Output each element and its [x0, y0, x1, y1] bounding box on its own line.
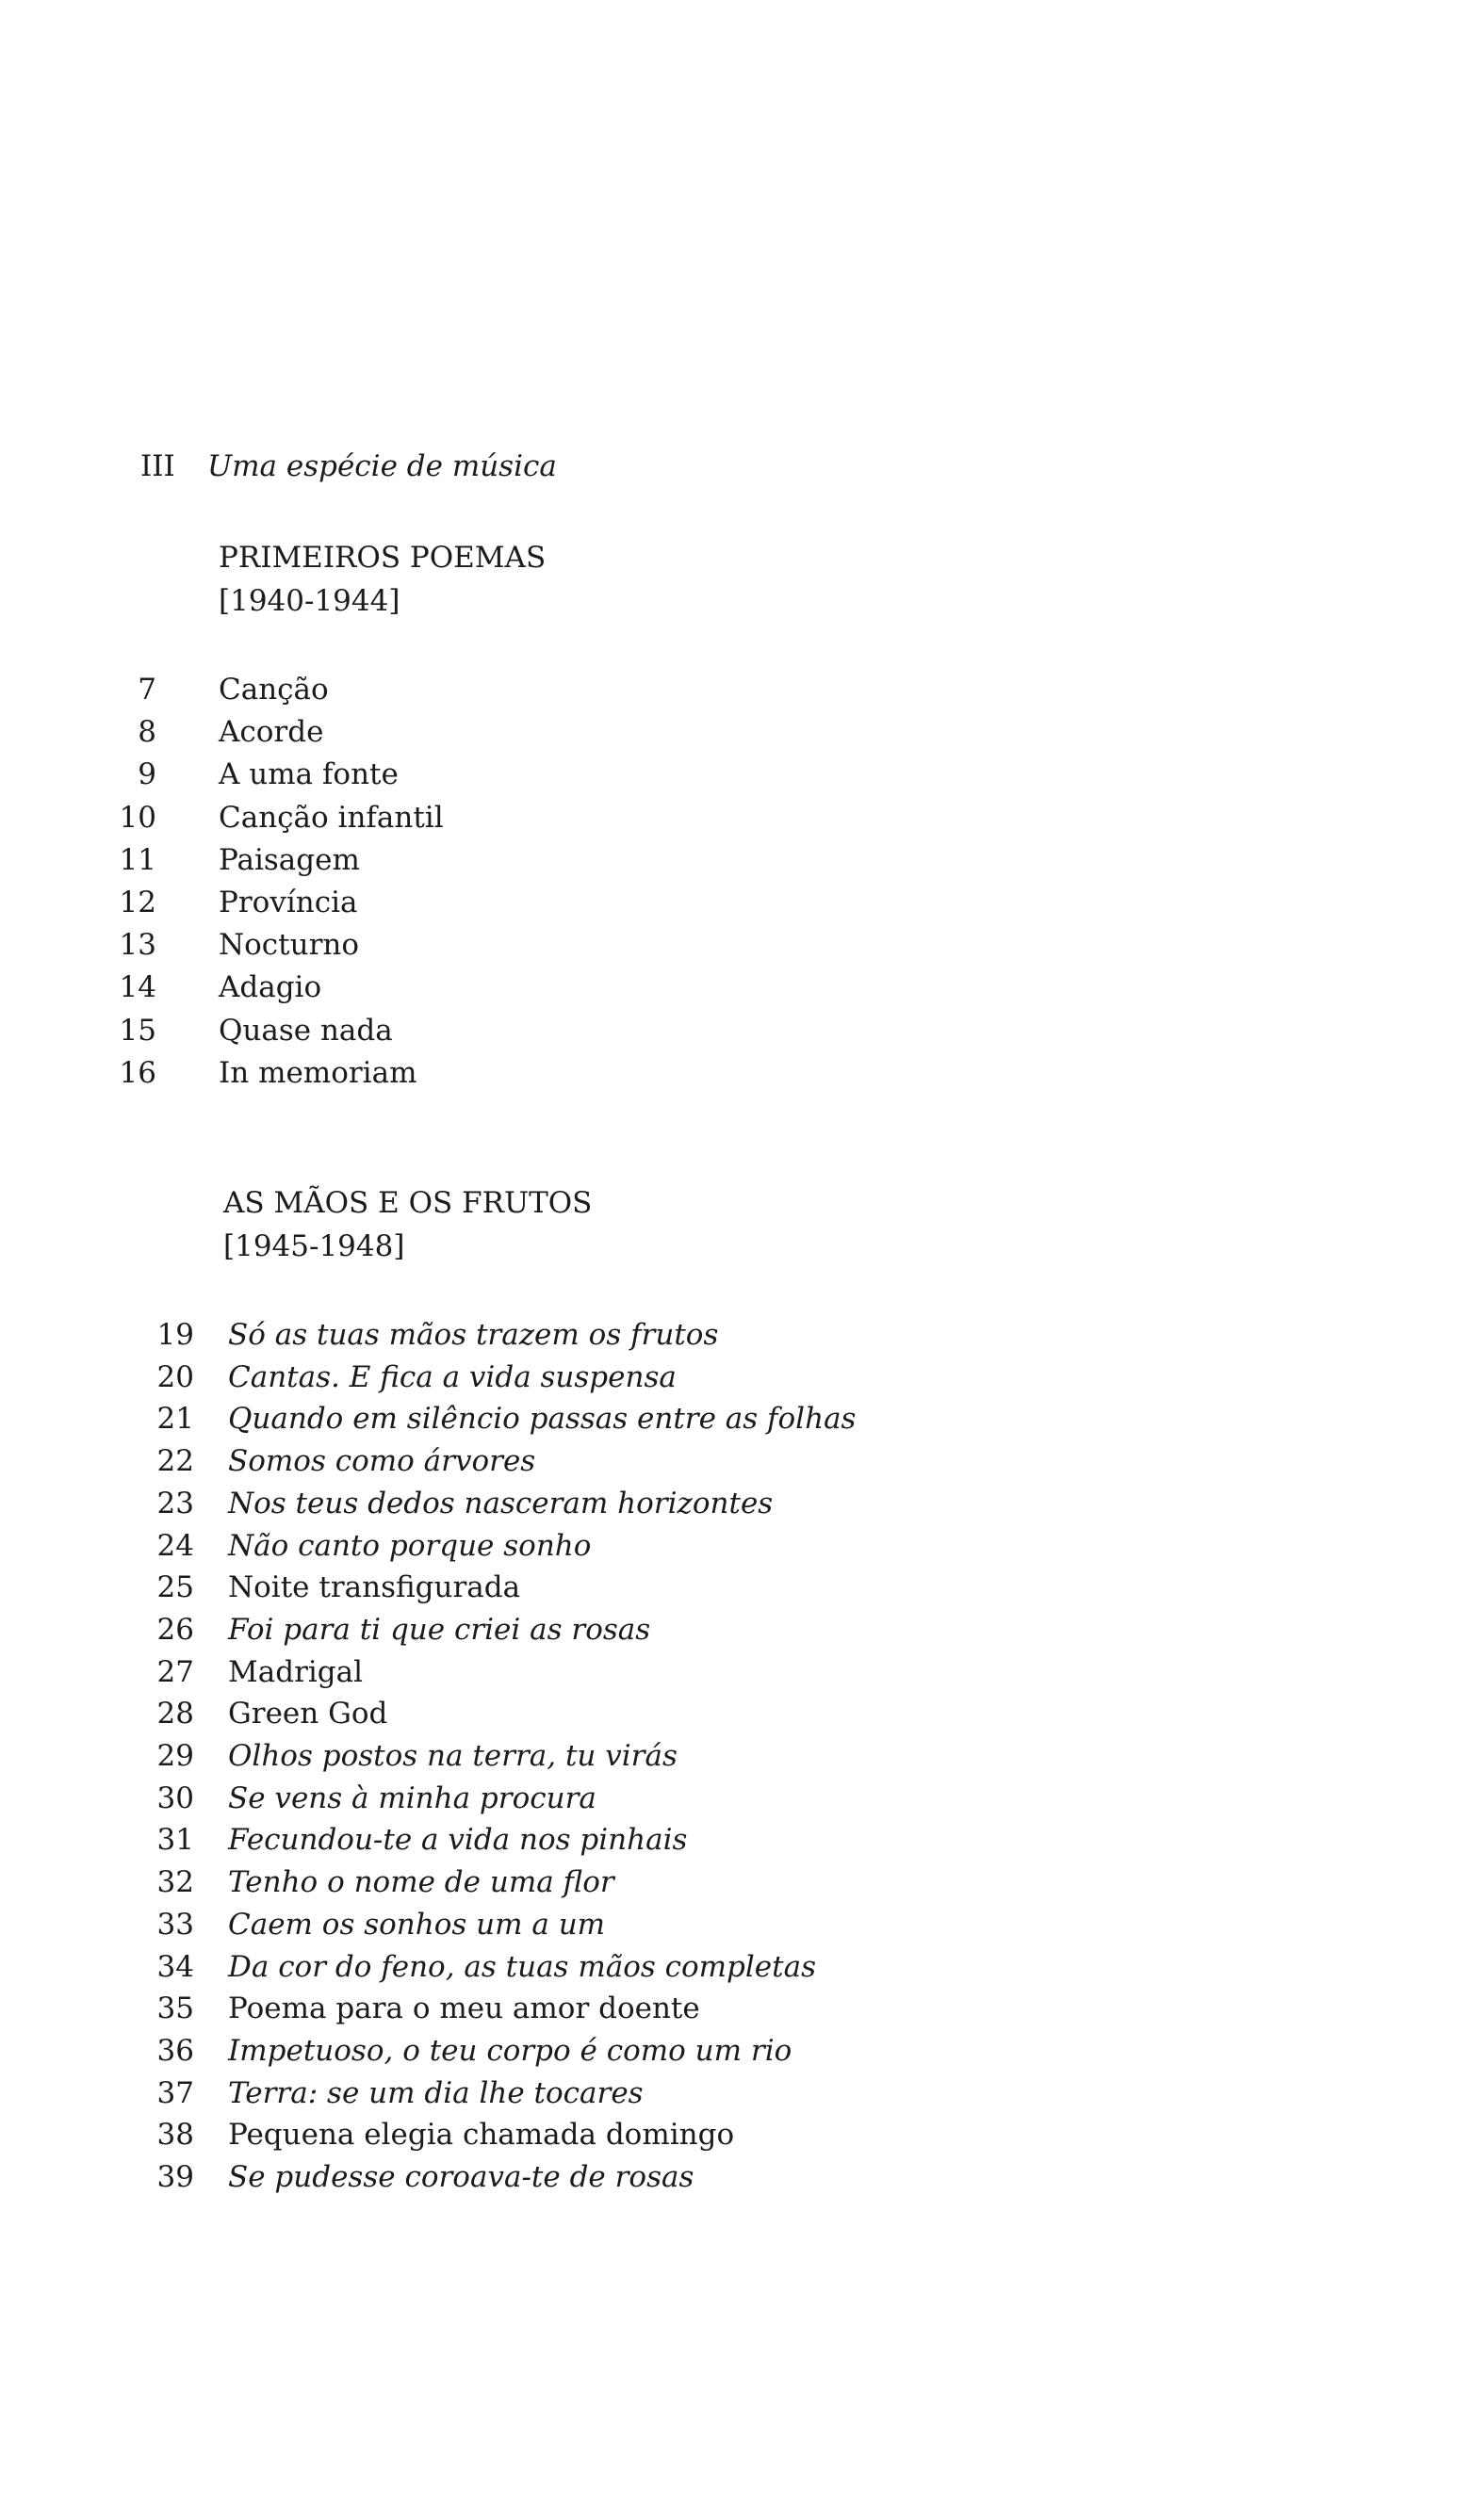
toc-page-number: 26	[156, 1612, 194, 1647]
toc-page-number: 31	[156, 1823, 194, 1858]
toc-poem-title: Quando em silêncio passas entre as folhas	[228, 1402, 857, 1437]
toc-poem-title: Nos teus dedos nasceram horizontes	[228, 1486, 774, 1520]
toc-poem-title: Da cor do feno, as tuas mãos completas	[228, 1949, 816, 1984]
toc-page-number: 36	[156, 2033, 194, 2068]
toc-poem-title: Acorde	[219, 715, 324, 750]
toc-page-number: 8	[138, 715, 156, 750]
toc-page-number: 29	[156, 1739, 194, 1773]
toc-page-number: 24	[156, 1528, 194, 1563]
toc-page-number: 16	[119, 1055, 156, 1090]
toc-poem-title: Adagio	[219, 970, 322, 1005]
toc-page-number: 15	[119, 1013, 156, 1048]
toc-poem-title: Madrigal	[228, 1654, 364, 1689]
toc-poem-title: Fecundou-te a vida nos pinhais	[228, 1823, 688, 1858]
toc-page-number: 35	[156, 1992, 194, 2026]
toc-page-number: 12	[119, 886, 156, 919]
toc-poem-title: Cantas. E fica a vida suspensa	[228, 1359, 677, 1394]
part-title: Uma espécie de música	[207, 449, 557, 483]
toc-page-number: 32	[156, 1865, 194, 1900]
toc-page-number: 30	[156, 1780, 194, 1815]
toc-poem-title: Noite transfigurada	[228, 1570, 521, 1605]
toc-page-number: 22	[156, 1444, 194, 1479]
section-heading: PRIMEIROS POEMAS	[219, 541, 547, 575]
toc-page-number: 25	[156, 1570, 194, 1605]
toc-page-number: 21	[156, 1402, 194, 1437]
toc-page-number: 33	[156, 1907, 194, 1942]
toc-poem-title: Green God	[228, 1697, 388, 1731]
toc-poem-title: Nocturno	[219, 928, 360, 963]
section-heading: AS MÃOS E OS FRUTOS	[223, 1186, 593, 1220]
toc-page-number: 34	[156, 1949, 194, 1984]
toc-poem-title: Olhos postos na terra, tu virás	[228, 1739, 678, 1773]
toc-poem-title: A uma fonte	[219, 757, 399, 792]
toc-page-number: 14	[119, 970, 156, 1005]
toc-poem-title: Somos como árvores	[228, 1444, 536, 1479]
section-years: [1940-1944]	[219, 584, 400, 618]
toc-poem-title: Só as tuas mãos trazem os frutos	[228, 1318, 719, 1352]
toc-page-number: 13	[119, 928, 156, 963]
part-number: III	[140, 449, 175, 483]
toc-page-number: 38	[156, 2118, 194, 2153]
toc-page-number: 7	[138, 673, 156, 707]
toc-page-number: 27	[156, 1654, 194, 1689]
toc-poem-title: Não canto porque sonho	[228, 1528, 592, 1563]
toc-poem-title: Se pudesse coroava-te de rosas	[228, 2160, 694, 2194]
toc-page-number: 10	[119, 800, 156, 835]
toc-poem-title: In memoriam	[219, 1055, 417, 1090]
toc-poem-title: Paisagem	[219, 842, 360, 877]
toc-poem-title: Terra: se um dia lhe tocares	[228, 2075, 644, 2110]
toc-poem-title: Província	[219, 886, 358, 919]
toc-poem-title: Canção infantil	[219, 800, 444, 835]
toc-poem-title: Tenho o nome de uma flor	[228, 1865, 614, 1900]
toc-page-number: 9	[138, 757, 156, 792]
toc-poem-title: Pequena elegia chamada domingo	[228, 2118, 735, 2153]
toc-page-number: 11	[119, 842, 156, 877]
toc-page-number: 19	[156, 1318, 194, 1352]
toc-poem-title: Poema para o meu amor doente	[228, 1992, 700, 2026]
toc-page-number: 37	[156, 2075, 194, 2110]
toc-poem-title: Foi para ti que criei as rosas	[228, 1612, 651, 1647]
toc-page-number: 20	[156, 1359, 194, 1394]
toc-poem-title: Caem os sonhos um a um	[228, 1907, 606, 1942]
toc-poem-title: Quase nada	[219, 1013, 393, 1048]
toc-poem-title: Canção	[219, 673, 329, 707]
toc-poem-title: Se vens à minha procura	[228, 1780, 596, 1815]
toc-page-number: 39	[156, 2160, 194, 2194]
toc-page-number: 28	[156, 1697, 194, 1731]
toc-page-number: 23	[156, 1486, 194, 1520]
section-years: [1945-1948]	[223, 1229, 405, 1263]
toc-poem-title: Impetuoso, o teu corpo é como um rio	[228, 2033, 792, 2068]
